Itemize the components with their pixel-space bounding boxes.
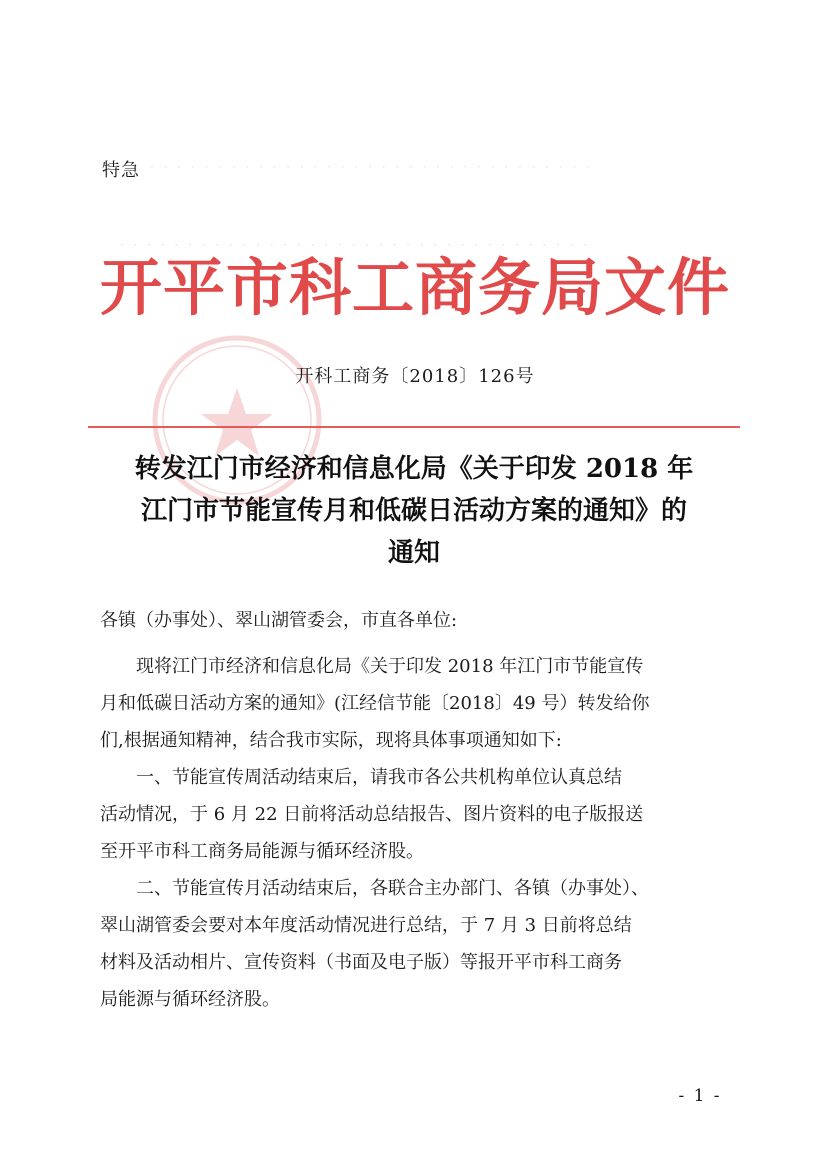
paragraph-line: 局能源与循环经济股。 [100,989,280,1010]
bleed-through-text: · · · · · · · · · · · · · · · · · · · · · · · · · · · · · · · · · [150,160,593,174]
addressee: 各镇（办事处）、翠山湖管委会，市直各单位: [100,610,458,631]
paragraph-line: 至开平市科工商务局能源与循环经济股。 [100,841,424,862]
issuing-authority-header: 开平市科工商务局文件 [100,251,731,324]
title-line: 江门市节能宣传月和低碳日活动方案的通知》的 [140,496,687,526]
notice-body [100,602,740,1018]
title-line: 通知 [387,538,440,568]
notice-title [88,448,740,574]
bleed-through-text: · · · · · · · · · · · · · · · · · · · · · · · · · · · · · · · · · · · [120,238,591,252]
paragraph-line: 材料及活动相片、宣传资料（书面及电子版）等报开平市科工商务 [100,952,622,973]
paragraph-line: 翠山湖管委会要对本年度活动情况进行总结，于 7 月 3 日前将总结 [100,915,632,936]
title-line: 转发江门市经济和信息化局《关于印发 2018 年 [134,454,694,484]
paragraph-line: 二、节能宣传月活动结束后，各联合主办部门、各镇（办事处）、 [136,878,649,899]
paragraph-line: 月和低碳日活动方案的通知》(江经信节能〔2018〕49 号）转发给你 [100,693,650,714]
paragraph-line: 一、节能宣传周活动结束后，请我市各公共机构单位认真总结 [136,767,622,788]
page-number: - 1 - [678,1086,722,1106]
paragraph-line: 们,根据通知精神，结合我市实际，现将具体事项通知如下: [100,730,562,751]
urgency-label: 特急 [102,160,140,181]
red-divider-line [88,426,740,428]
paragraph-line: 活动情况，于 6 月 22 日前将活动总结报告、图片资料的电子版报送 [100,804,644,825]
document-number: 开科工商务〔2018〕126号 [295,366,535,387]
paragraph-line: 现将江门市经济和信息化局《关于印发 2018 年江门市节能宣传 [136,656,644,677]
